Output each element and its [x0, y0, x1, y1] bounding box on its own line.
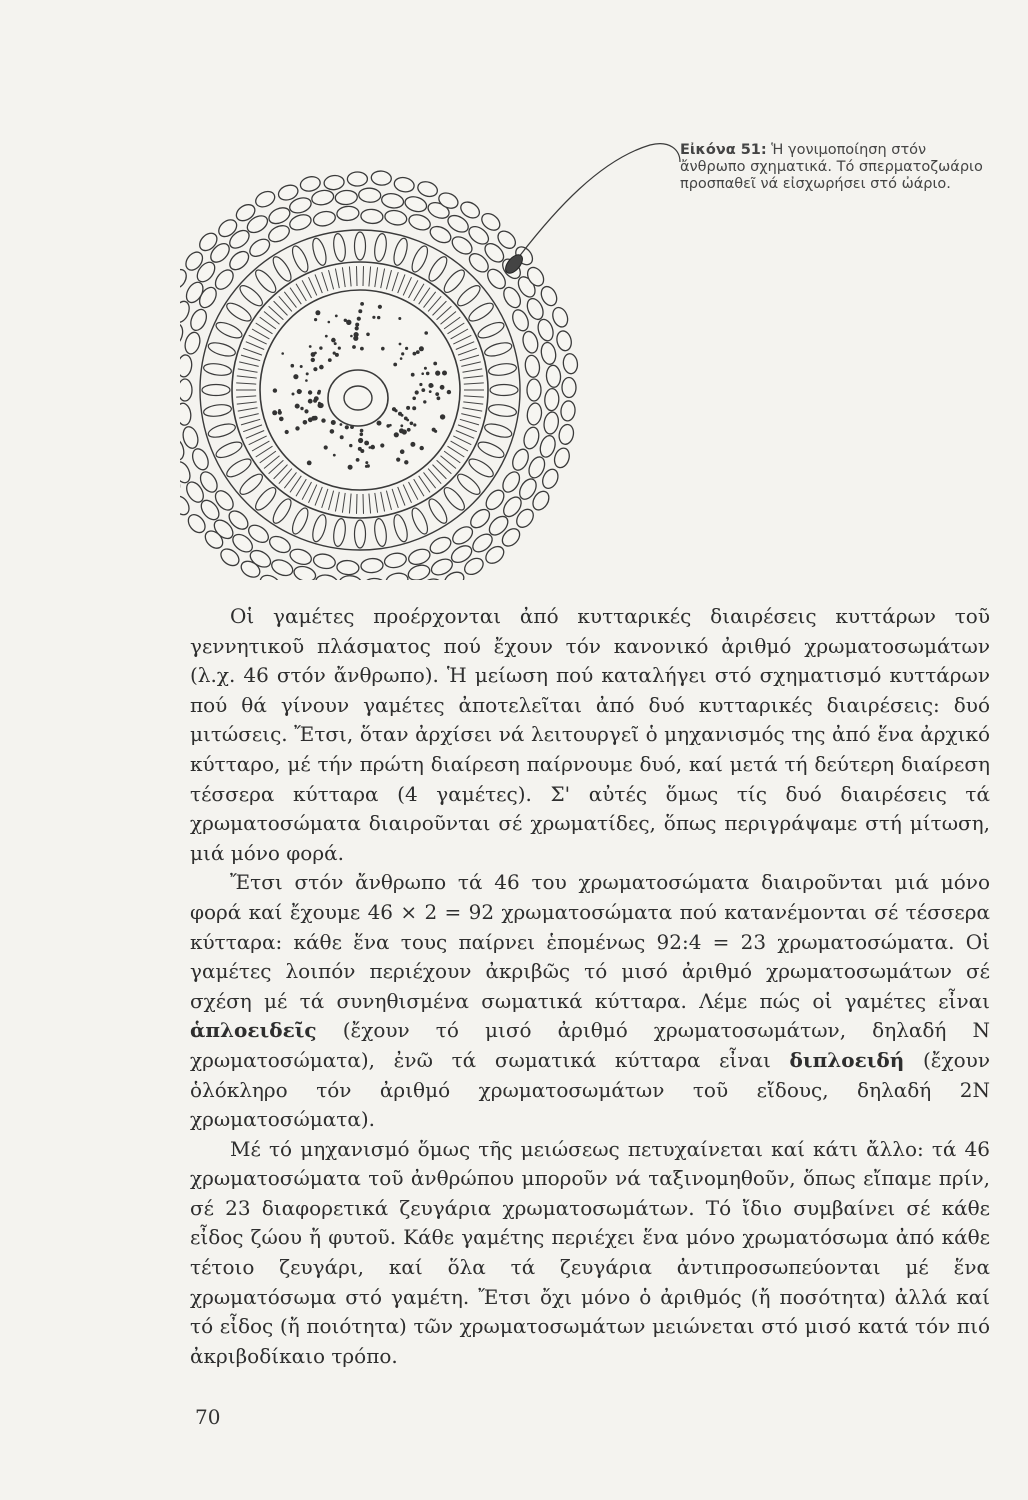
- corona-cell: [441, 485, 468, 513]
- granule: [360, 302, 364, 306]
- granule: [313, 367, 317, 371]
- follicle-cell: [180, 267, 189, 291]
- figure-label: Εἰκόνα 51:: [680, 142, 767, 158]
- granule: [355, 323, 359, 327]
- follicle-cell: [336, 560, 359, 575]
- follicle-cell: [527, 379, 541, 401]
- granule: [324, 445, 328, 449]
- granule: [345, 425, 349, 429]
- granule: [421, 388, 425, 392]
- granule: [350, 335, 353, 338]
- follicle-cell: [416, 179, 439, 199]
- granule: [399, 428, 404, 433]
- granule: [308, 399, 313, 404]
- corona-cell: [373, 233, 388, 262]
- granule: [348, 465, 353, 470]
- corona-cell: [476, 439, 506, 461]
- granule: [340, 423, 343, 426]
- corona-cell: [373, 518, 388, 547]
- follicle-cell: [384, 209, 408, 227]
- follicle-cell: [358, 188, 381, 203]
- granule: [331, 338, 336, 343]
- granule: [306, 372, 309, 375]
- follicle-cell: [557, 423, 575, 446]
- granule: [401, 352, 404, 355]
- follicle-cell: [312, 552, 336, 570]
- corona-cell: [237, 471, 265, 498]
- corona-cell: [252, 267, 279, 295]
- follicle-cell: [335, 190, 358, 206]
- follicle-cell: [288, 547, 313, 568]
- paragraph-2-part-a: Ἔτσι στόν ἄνθρωπο τά 46 του χρωματοσώματα διαιροῦνται μιά μόνο φορά καί ἔχουμε 46 × 2 = 92 χρωματοσώματα πού κατανέμονται σέ τέσσερα κύτταρα: κάθε ἕνα τους παίρνει ἑπομένως 92:4 = 23 χρωματοσώματα. Οἱ γαμέτες λοιπόν περιέχουν ἀκριβῶς τό μισό ἀριθμό χρωματοσωμάτων σέ σχέση μέ τά συνηθισμένα σωματικά κύτταρα. Λέμε πώς οἱ γαμέτες εἶναι: [190, 870, 990, 1013]
- granule: [352, 345, 356, 349]
- granule: [333, 352, 336, 355]
- follicle-cell: [550, 305, 570, 329]
- corona-cell: [488, 403, 517, 418]
- follicle-cell: [383, 551, 407, 569]
- granule: [358, 447, 362, 451]
- corona-cell: [270, 254, 294, 284]
- granule: [394, 409, 397, 412]
- follicle-cell: [226, 248, 252, 273]
- paragraph-2-part-d: (ἔχουν ὁλόκληρο τόν ἀριθμό χρωματοσωμάτων τοῦ εἴδους, δηλαδή 2Ν χρωματοσώματα).: [190, 1047, 990, 1132]
- follicle-cell: [385, 571, 409, 580]
- granule: [400, 424, 403, 427]
- corona-cell: [441, 267, 468, 295]
- granule: [308, 417, 313, 422]
- follicle-cell: [381, 192, 405, 210]
- granule: [416, 350, 420, 354]
- granule: [333, 454, 336, 457]
- corona-cell: [270, 496, 294, 526]
- granule: [321, 418, 325, 422]
- granule: [429, 390, 432, 393]
- granule: [406, 419, 409, 422]
- follicle-cell: [407, 547, 432, 568]
- follicle-cell: [266, 205, 292, 227]
- follicle-cell: [536, 317, 556, 342]
- granule: [319, 346, 322, 349]
- granule: [357, 317, 361, 321]
- granule: [297, 389, 301, 393]
- corona-cell: [476, 319, 506, 341]
- granule: [442, 371, 447, 376]
- granule: [410, 442, 415, 447]
- corona-cell: [409, 244, 431, 274]
- follicle-cell: [183, 331, 202, 356]
- granule: [393, 363, 397, 367]
- granule: [304, 409, 308, 413]
- granule: [300, 407, 303, 410]
- corona-cell: [207, 421, 237, 439]
- corona-cell: [391, 237, 409, 267]
- granule: [272, 410, 277, 415]
- corona-cell: [355, 232, 366, 260]
- follicle-cell: [538, 434, 558, 459]
- corona-cell: [391, 513, 409, 543]
- granule: [340, 435, 344, 439]
- paragraph-3: Μέ τό μηχανισμό ὅμως τῆς μειώσεως πετυχαίνεται καί κάτι ἄλλο: τά 46 χρωματοσώματα τοῦ ἀνθρώπου μποροῦν νά ταξινομηθοῦν, ὅπως εἴπαμε πρίν, σέ 23 διαφορετικά ζευγάρια χρωματοσωμάτων. Τό ἴδιο συμβαίνει σέ κάθε εἶδος ζώου ἤ φυτοῦ. Κάθε γαμέτης περιέχει ἕνα μόνο χρωματόσωμα ἀπό κάθε τέτοιο ζευγάρι, καί ὅλα τά ζευγάρια ἀντιπροσωπεύονται μέ ἕνα χρωματόσωμα στό γαμέτη. Ἔτσι ὄχι μόνο ὁ ἀριθμός (ἤ ποσότητα) ἀλλά καί τό εἶδος (ἤ ποιότητα) τῶν χρωματοσωμάτων μειώνεται στό μισό κατά τόν πιό ἀκριβοδίκαιο τρόπο.: [190, 1136, 990, 1368]
- term-diploid: διπλοειδή: [789, 1047, 905, 1072]
- figure-caption: [680, 142, 985, 193]
- zona-striation: [363, 266, 364, 286]
- follicle-cell: [253, 188, 277, 209]
- granule: [331, 420, 336, 425]
- granule: [314, 352, 317, 355]
- granule: [440, 385, 445, 390]
- corona-cell: [483, 340, 513, 358]
- follicle-cell: [542, 411, 560, 435]
- corona-cell: [409, 506, 431, 536]
- follicle-cell: [181, 425, 200, 450]
- follicle-cell: [180, 459, 193, 485]
- corona-cell: [483, 421, 513, 439]
- corona-cell: [214, 319, 244, 341]
- corona-cell: [207, 340, 237, 358]
- granule: [330, 429, 335, 434]
- granule: [314, 318, 317, 321]
- follicle-cell: [288, 212, 313, 233]
- corona-cell: [224, 456, 254, 480]
- follicle-cell: [393, 176, 416, 194]
- follicle-cell: [180, 322, 185, 347]
- corona-cell: [202, 385, 230, 396]
- granule: [273, 388, 277, 392]
- granule: [413, 423, 416, 426]
- granule: [358, 309, 362, 313]
- granule: [305, 379, 308, 382]
- follicle-cell: [299, 175, 322, 193]
- granule: [318, 403, 323, 408]
- zona-striation: [363, 494, 364, 514]
- granule: [317, 391, 321, 395]
- follicle-cell: [180, 379, 192, 401]
- granule: [424, 331, 428, 335]
- granule: [380, 443, 384, 447]
- follicle-cell: [522, 426, 541, 451]
- granule: [291, 364, 295, 368]
- corona-cell: [332, 233, 347, 262]
- corona-cell: [466, 300, 496, 324]
- granule: [400, 357, 403, 360]
- follicle-cell: [347, 172, 367, 186]
- follicle-cell: [450, 523, 476, 547]
- granule: [435, 371, 440, 376]
- granule: [433, 362, 437, 366]
- granule: [426, 372, 430, 376]
- follicle-cell: [311, 189, 335, 207]
- granule: [279, 417, 284, 422]
- granule: [419, 383, 422, 386]
- granule: [437, 396, 441, 400]
- follicle-cell: [562, 353, 578, 375]
- zona-striation: [357, 266, 358, 286]
- corona-cell: [252, 485, 279, 513]
- granule: [307, 461, 312, 466]
- granule: [386, 424, 390, 428]
- follicle-cell: [403, 194, 428, 214]
- corona-cell: [214, 439, 244, 461]
- follicle-cell: [562, 377, 576, 397]
- follicle-cell: [407, 212, 432, 233]
- corona-cell: [289, 506, 311, 536]
- granule: [424, 367, 427, 370]
- granule: [404, 460, 408, 464]
- granule: [319, 365, 324, 370]
- granule: [435, 392, 439, 396]
- granule: [360, 429, 364, 433]
- follicle-cell: [361, 558, 384, 573]
- follicle-cell: [266, 222, 292, 245]
- granule: [411, 373, 415, 377]
- ovum-nucleus: [328, 370, 388, 426]
- granule: [400, 449, 405, 454]
- follicle-cell: [180, 402, 192, 426]
- granule: [308, 390, 312, 394]
- granule: [372, 316, 375, 319]
- granule: [398, 317, 401, 320]
- granule: [281, 352, 284, 355]
- corona-cell: [310, 513, 328, 543]
- granule: [378, 305, 382, 309]
- granule: [360, 347, 364, 351]
- follicle-cell: [247, 236, 273, 260]
- granule: [419, 346, 424, 351]
- granule: [309, 345, 312, 348]
- zona-striation: [357, 494, 358, 514]
- follicle-cell: [521, 330, 540, 355]
- granule: [367, 464, 370, 467]
- granule: [355, 326, 359, 330]
- granule: [365, 461, 368, 464]
- granule: [405, 347, 408, 350]
- granule: [412, 406, 416, 410]
- granule: [412, 397, 416, 401]
- follicle-cell: [212, 267, 237, 293]
- follicle-cell: [336, 206, 359, 221]
- corona-cell: [455, 471, 483, 498]
- follicle-cell: [510, 447, 532, 473]
- granule: [349, 444, 352, 447]
- granule: [295, 404, 300, 409]
- granule: [295, 426, 299, 430]
- follicle-cell: [323, 174, 345, 190]
- corona-cell: [237, 282, 265, 309]
- granule: [369, 446, 372, 449]
- fertilization-figure: [180, 140, 700, 580]
- granule: [292, 393, 295, 396]
- follicle-cell: [315, 573, 339, 580]
- granule: [328, 358, 332, 362]
- follicle-cell: [269, 557, 295, 579]
- follicle-cell: [406, 563, 431, 580]
- corona-cell: [355, 520, 366, 548]
- body-text: [190, 602, 990, 1371]
- corona-cell: [490, 385, 518, 396]
- granule: [377, 316, 380, 319]
- follicle-cell: [428, 534, 454, 557]
- fertilization-illustration: [180, 140, 700, 580]
- granule: [285, 430, 289, 434]
- granule: [358, 438, 363, 443]
- figure-caption-text: Ἡ γονιμοποίηση στόν ἄνθρωπο σχηματικά. Τό σπερματοζωάριο προσπαθεῖ νά εἰσχωρήσει στό ὠάριο.: [680, 142, 983, 192]
- granule: [354, 332, 359, 337]
- granule: [431, 384, 434, 387]
- granule: [300, 365, 303, 368]
- paragraph-1: Οἱ γαμέτες προέρχονται ἀπό κυτταρικές διαιρέσεις κυττάρων τοῦ γεννητικοῦ πλάσματος πού ἔχουν τόν κανονικό ἀριθμό χρωματοσωμάτων (λ.χ. 46 στόν ἄνθρωπο). Ἡ μείωση πού καταλήγει στό σχηματισμό κυττάρων πού θά γίνουν γαμέτες ἀποτελεῖται ἀπό δυό κυτταρικές διαιρέσεις: δυό μιτώσεις. Ἔτσι, ὅταν ἀρχίσει νά λειτουργεῖ ὁ μηχανισμός της ἀπό ἕνα ἀρχικό κύτταρο, μέ τήν πρώτη διαίρεση παίρνουμε δυό, καί μετά τή δεύτερη διαίρεση τέσσερα κύτταρα (4 γαμέτες). Σ' αὐτές ὅμως τίς δυό διαιρέσεις τά χρωματοσώματα διαιροῦνται σέ χρωματίδες, ὅπως περιγράψαμε στή μίτωση, μιά μόνο φορά.: [190, 604, 990, 865]
- corona-cell: [332, 518, 347, 547]
- follicle-cell: [188, 307, 210, 333]
- granule: [356, 458, 360, 462]
- granule: [447, 390, 451, 394]
- paragraph-2: [190, 868, 990, 1134]
- corona-cell: [224, 300, 254, 324]
- corona-cell: [310, 237, 328, 267]
- follicle-cell: [267, 533, 293, 556]
- follicle-cell: [362, 578, 385, 580]
- granule: [410, 422, 414, 426]
- granule: [434, 430, 437, 433]
- granule: [413, 352, 417, 356]
- term-haploid: ἁπλοειδεῖς: [190, 1018, 317, 1043]
- corona-cell: [203, 403, 232, 418]
- granule: [421, 372, 424, 375]
- granule: [399, 343, 402, 346]
- granule: [293, 374, 298, 379]
- paragraph-2-part-c: (ἔχουν τό μισό ἀριθμό χρωματοσωμάτων, δηλαδή Ν χρωματοσώματα), ἐνῶ τά σωματικά κύτταρα εἶναι: [190, 1018, 990, 1072]
- follicle-cell: [190, 446, 212, 472]
- granule: [381, 347, 385, 351]
- follicle-cell: [292, 564, 317, 580]
- granule: [365, 441, 369, 445]
- granule: [423, 400, 426, 403]
- granule: [360, 433, 364, 437]
- corona-cell: [203, 362, 232, 377]
- follicle-cell: [560, 400, 576, 421]
- granule: [407, 428, 411, 432]
- granule: [334, 342, 337, 345]
- granule: [394, 432, 399, 437]
- granule: [346, 320, 351, 325]
- granule: [396, 458, 400, 462]
- follicle-cell: [552, 446, 572, 469]
- corona-cell: [455, 282, 483, 309]
- follicle-cell: [555, 329, 573, 352]
- granule: [415, 390, 419, 394]
- granule: [313, 399, 317, 403]
- follicle-cell: [544, 388, 559, 411]
- follicle-cell: [428, 223, 454, 246]
- granule: [440, 414, 445, 419]
- page-number: 70: [195, 1405, 221, 1429]
- granule: [420, 446, 424, 450]
- granule: [311, 358, 315, 362]
- granule: [370, 445, 375, 450]
- granule: [335, 315, 338, 318]
- granule: [328, 321, 331, 324]
- granule: [401, 414, 404, 417]
- granule: [278, 409, 281, 412]
- follicle-cell: [312, 210, 336, 228]
- follicle-cell: [371, 170, 392, 186]
- follicle-cell: [546, 365, 562, 388]
- follicle-cell: [526, 402, 543, 426]
- granule: [366, 333, 370, 337]
- sperm-tail: [518, 144, 680, 258]
- corona-cell: [426, 254, 450, 284]
- corona-cell: [426, 496, 450, 526]
- follicle-cell: [524, 354, 541, 378]
- granule: [325, 335, 328, 338]
- corona-cell: [466, 456, 496, 480]
- granule: [406, 406, 410, 410]
- granule: [377, 421, 382, 426]
- follicle-cell: [540, 341, 558, 365]
- follicle-cell: [339, 575, 362, 580]
- granule: [338, 347, 341, 350]
- granule: [315, 310, 320, 315]
- corona-cell: [289, 244, 311, 274]
- follicle-cell: [360, 209, 383, 224]
- corona-cell: [488, 362, 517, 377]
- granule: [303, 420, 308, 425]
- follicle-cell: [180, 354, 193, 378]
